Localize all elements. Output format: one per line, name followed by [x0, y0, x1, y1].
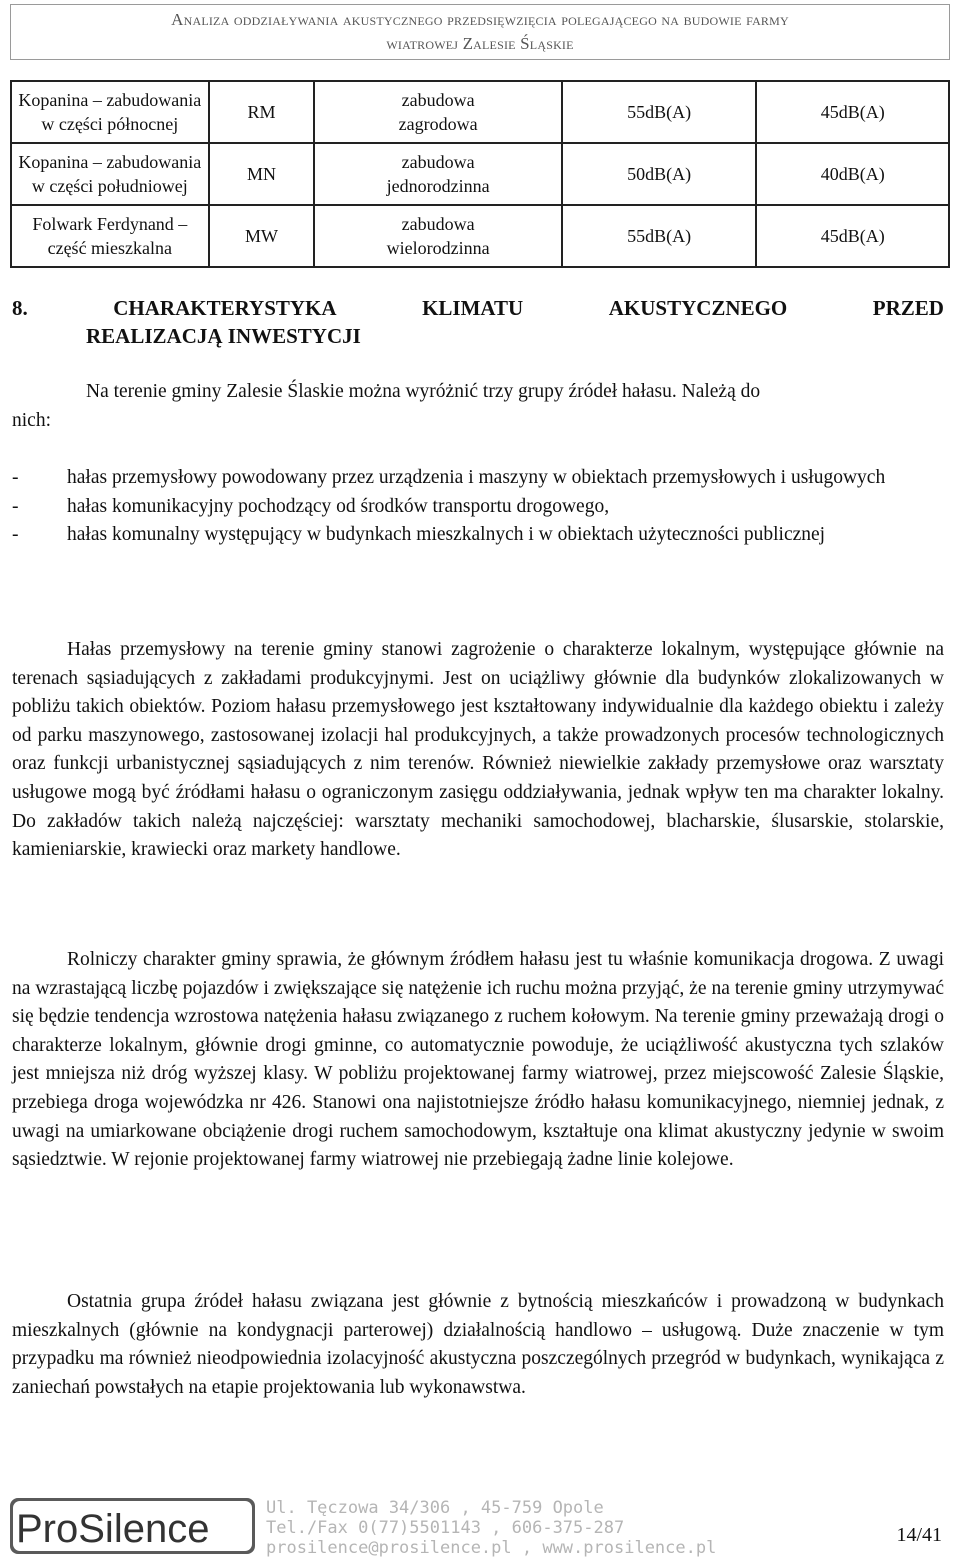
zone-code-cell: MN: [209, 143, 315, 205]
list-item: - hałas komunikacyjny pochodzący od środków transportu drogowego,: [12, 495, 610, 517]
svg-text:ProSilence: ProSilence: [16, 1507, 210, 1551]
page-number: 14/41: [896, 1524, 942, 1546]
table-row: [11, 81, 949, 143]
zone-code-cell: RM: [209, 81, 315, 143]
night-limit-cell: 40dB(A): [756, 143, 949, 205]
header-title-line2: wiatrowej Zalesie Śląskie: [386, 34, 574, 53]
section-title-word: CHARAKTERYSTYKA: [113, 296, 337, 320]
area-cell: Kopanina – zabudowania w części południowej: [11, 143, 209, 205]
intro-paragraph: [12, 378, 944, 435]
area-cell: Folwark Ferdynand – część mieszkalna: [11, 205, 209, 267]
day-limit-cell: 55dB(A): [562, 81, 757, 143]
section-title-word: PRZED: [872, 296, 944, 320]
zone-code-cell: MW: [209, 205, 315, 267]
section-number: 8.: [12, 296, 28, 320]
noise-limits-table: [10, 80, 950, 268]
section-heading: [12, 294, 944, 350]
header-title-line1: Analiza oddziaływania akustycznego przedsięwzięcia polegającego na budowie farmy: [171, 10, 789, 29]
paragraph-industrial-noise: Hałas przemysłowy na terenie gminy stanowi zagrożenie o charakterze lokalnym, występujące głównie na terenach sąsiadujących z zakładami produkcyjnymi. Jest on uciążliwy głównie dla budynków zlokalizowanych w pobliżu takich obiektów. Poziom hałasu przemysłowego jest kształtowany indywidualnie dla każdego obiektu i zależy od parku maszynowego, zastosowanej izolacji hal produkcyjnych, a także prowadzonych procesów technologicznych oraz funkcji urbanistycznej sąsiadujących z nim terenów. Również niewielkie zakłady przemysłowe oraz warsztaty usługowe mogą być źródłami hałasu o ograniczonym zasięgu oddziaływania, jednak wpływ ten ma charakter lokalny. Do zakładów takich należą najczęściej: warsztaty mechaniki samochodowej, blacharskie, ślusarskie, stolarskie, kamieniarskie, krawiecki oraz markety handlowe.: [12, 639, 944, 861]
day-limit-cell: 55dB(A): [562, 205, 757, 267]
section-title-word: KLIMATU: [422, 296, 524, 320]
footer-contact: [266, 1498, 826, 1558]
section-title-word: AKUSTYCZNEGO: [608, 296, 788, 320]
building-type-cell: zabudowa jednorodzinna: [314, 143, 561, 205]
footer-address: Ul. Tęczowa 34/306 , 45-759 Opole: [266, 1498, 604, 1518]
list-item: - hałas przemysłowy powodowany przez urządzenia i maszyny w obiektach przemysłowych i usługowych: [12, 467, 886, 488]
table-row: [11, 205, 949, 267]
list-item: - hałas komunalny występujący w budynkach mieszkalnych i w obiektach użyteczności publicznej: [12, 524, 826, 546]
day-limit-cell: 50dB(A): [562, 143, 757, 205]
night-limit-cell: 45dB(A): [756, 205, 949, 267]
building-type-cell: zabudowa wielorodzinna: [314, 205, 561, 267]
paragraph-communal-noise: Ostatnia grupa źródeł hałasu związana jest głównie z bytnością mieszkańców i prowadzoną w budynkach mieszkalnych (głównie na kondygnacji parterowej) działalnością handlowo – usługową. Duże znaczenie w tym przypadku ma również nieodpowiednia izolacyjność akustyczna poszczególnych przegród w budynkach, wynikająca z zaniechań powstałych na etapie projektowania lub wykonawstwa.: [12, 1291, 944, 1398]
building-type-cell: zabudowa zagrodowa: [314, 81, 561, 143]
intro-line2: nich:: [12, 409, 51, 431]
night-limit-cell: 45dB(A): [756, 81, 949, 143]
area-cell: Kopanina – zabudowania w części północnej: [11, 81, 209, 143]
footer-email: prosilence@prosilence.pl , www.prosilence.pl: [266, 1538, 717, 1558]
paragraph-road-noise: Rolniczy charakter gminy sprawia, że głównym źródłem hałasu jest tu właśnie komunikacja drogowa. Z uwagi na wzrastającą liczbę pojazdów i zwiększające się natężenie ich ruchu można przyjąć, że na terenie gminy utrzymywać się będzie tendencja wzrostowa natężenia hałasu związanego z ruchem kołowym. Na terenie gminy przeważają drogi o charakterze lokalnym, głównie drogi gminne, co automatycznie powoduje, że uciążliwość akustyczna tych szlaków jest mniejsza niż dróg wyższej klasy. W pobliżu projektowanej farmy wiatrowej, przez miejscowość Zalesie Śląskie, przebiega droga wojewódzka nr 426. Stanowi ona najistotniejsze źródło hałasu komunikacyjnego, niemniej jednak, z uwagi na umiarkowane obciążenie drogi ruchem samochodowym, kształtuje ona klimat akustyczny jedynie w swoim sąsiedztwie. W rejonie projektowanej farmy wiatrowej nie przebiegają żadne linie kolejowe.: [12, 949, 944, 1171]
table-row: [11, 143, 949, 205]
prosilence-logo: [10, 1496, 255, 1556]
intro-line1: Na terenie gminy Zalesie Ślaskie można wyróżnić trzy grupy źródeł hałasu. Należą do: [86, 381, 761, 402]
section-title-line2: REALIZACJĄ INWESTYCJI: [86, 324, 361, 348]
noise-source-list: [12, 464, 944, 550]
footer-phone: Tel./Fax 0(77)5501143 , 606-375-287: [266, 1518, 625, 1538]
page-header: [10, 4, 950, 60]
